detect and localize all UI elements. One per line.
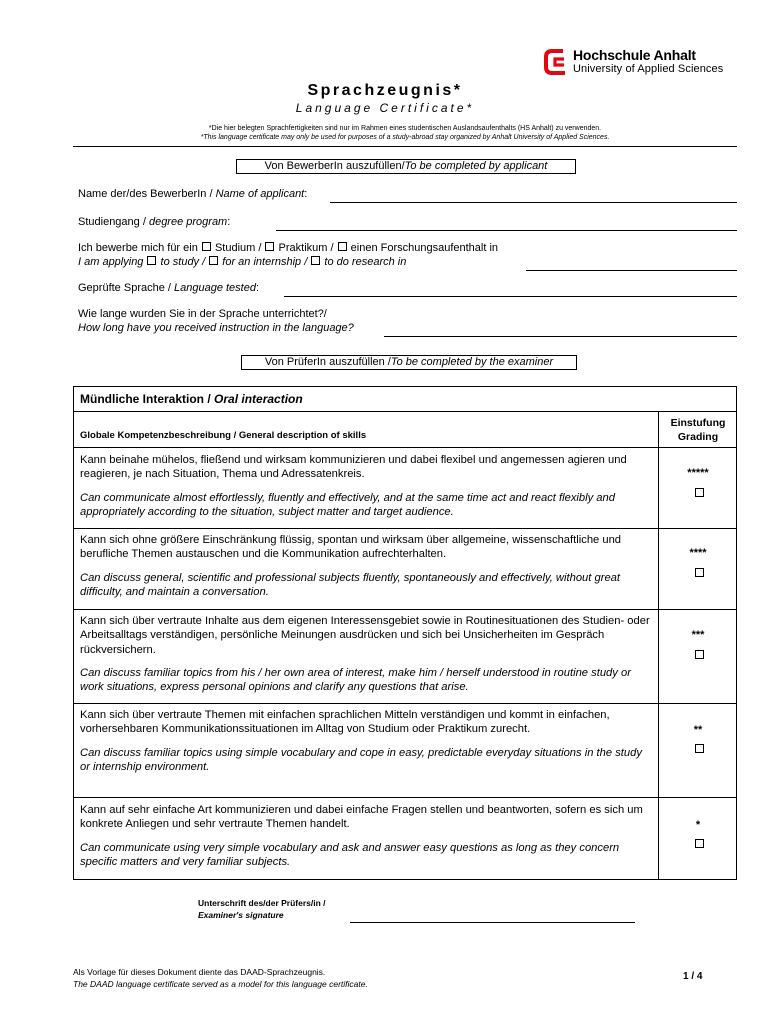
- table-title-en: Oral interaction: [214, 392, 303, 406]
- table-row: [80, 453, 654, 519]
- applicant-name-label-en: Name of applicant: [215, 188, 305, 200]
- instruction-duration-field[interactable]: [384, 336, 737, 337]
- column-header-grading-de: Einstufung: [670, 417, 726, 429]
- table-row: [80, 708, 654, 774]
- applicant-section-label-de: Von BewerberIn auszufüllen/: [264, 160, 405, 172]
- internship-checkbox-en[interactable]: [209, 256, 218, 265]
- skill-description-de: Kann beinahe mühelos, fließend und wirksam kommunizieren und dabei flexibel und angemessen agieren und reagieren, je nach Situation, Thema und Adressatenkreis.: [80, 454, 627, 481]
- degree-program-colon: :: [227, 216, 231, 228]
- language-tested-field[interactable]: [284, 296, 737, 297]
- apply-de-research: einen Forschungsaufenthalt in: [347, 242, 499, 254]
- grade-stars: **: [693, 724, 703, 736]
- internship-checkbox[interactable]: [265, 242, 274, 251]
- table-divider: [74, 528, 736, 529]
- apply-en-study: to study /: [157, 256, 209, 268]
- applicant-name-colon: :: [304, 188, 308, 200]
- degree-program-label: [78, 215, 230, 229]
- skill-description-de: Kann auf sehr einfache Art kommunizieren und dabei einfache Fragen stellen und beantworten, sofern es sich um konkrete Anliegen und sehr vertraute Themen handelt.: [80, 804, 643, 831]
- skill-description-de: Kann sich über vertraute Themen mit einfachen sprachlichen Mitteln verständigen und kommt in einfachen, vorhersehbaren Kommunikationssituationen im Alltag von Studium oder Praktikum zurecht.: [80, 709, 610, 736]
- table-title-de: Mündliche Interaktion /: [80, 392, 215, 406]
- header-divider: [73, 146, 737, 147]
- logo-subtitle: University of Applied Sciences: [573, 63, 724, 75]
- grade-checkbox-4[interactable]: [695, 568, 704, 577]
- table-divider: [74, 609, 736, 610]
- apply-en-research: to do research in: [321, 256, 407, 268]
- examiner-section-label: [241, 355, 577, 370]
- language-tested-label: [78, 281, 259, 295]
- hochschule-anhalt-logo-icon: [543, 47, 569, 77]
- table-row: [80, 614, 654, 694]
- column-header-description: Globale Kompetenzbeschreibung / General description of skills: [80, 430, 367, 441]
- table-divider: [74, 411, 736, 412]
- grade-checkbox-3[interactable]: [695, 650, 704, 659]
- language-tested-label-de: Geprüfte Sprache /: [78, 282, 174, 294]
- applicant-name-label: [78, 187, 307, 201]
- language-tested-colon: :: [255, 282, 260, 294]
- applicant-section-label: [236, 159, 576, 174]
- skill-description-en: Can discuss general, scientific and professional subjects fluently, spontaneously and effectively, without great difficulty, and maintain a conversation.: [80, 571, 620, 598]
- page-subtitle: Language Certificate*: [295, 101, 475, 115]
- skill-description-en: Can discuss familiar topics using simple vocabulary and cope in easy, predictable everyday situations in the study or internship environment.: [80, 746, 642, 773]
- grade-stars: *****: [687, 467, 709, 479]
- table-row: [80, 533, 654, 599]
- skill-description-en: Can communicate using very simple vocabulary and ask and answer easy questions as long as they concern specific matters and very familiar subjects.: [80, 841, 620, 868]
- oral-interaction-table: [73, 386, 737, 880]
- examiner-section-label-de: Von PrüferIn auszufüllen /: [264, 356, 391, 368]
- apply-de-study: Studium /: [211, 242, 265, 254]
- table-divider: [74, 797, 736, 798]
- signature-label-en: Examiner's signature: [198, 910, 284, 920]
- skill-description-de: Kann sich über vertraute Inhalte aus dem eigenen Interessensgebiet sowie in Routinesituationen des Studien- oder Arbeitsalltags verständigen, persönliche Meinungen ausdrücken und sich bei Unsicherheiten im Gespräch rückversichern.: [80, 615, 650, 656]
- apply-de-intern: Praktikum /: [275, 242, 337, 254]
- column-header-grading-en: Grading: [677, 431, 719, 443]
- table-divider: [74, 703, 736, 704]
- applicant-section-label-en: To be completed by applicant: [404, 160, 548, 172]
- university-logo: [543, 47, 733, 79]
- grade-checkbox-1[interactable]: [695, 839, 704, 848]
- table-column-divider: [658, 412, 659, 879]
- grade-stars: ***: [691, 629, 705, 641]
- table-title: [80, 392, 303, 406]
- degree-program-field[interactable]: [276, 230, 737, 231]
- skill-description-en: Can discuss familiar topics from his / her own area of interest, make him / herself understood in routine study or work situations, express personal opinions and clarify any questions that arise.: [80, 666, 631, 694]
- usage-note-de: *Die hier belegten Sprachfertigkeiten sind nur im Rahmen eines studentischen Auslandsaufenthalts (HS Anhalt) zu verwenden.: [208, 125, 602, 132]
- applicant-name-field[interactable]: [330, 202, 737, 203]
- skill-description-en: Can communicate almost effortlessly, fluently and effectively, and at the same time act and react flexibly and appropriately according to the situation, subject matter and target audience.: [80, 491, 615, 518]
- table-divider: [74, 447, 736, 448]
- grade-checkbox-5[interactable]: [695, 488, 704, 497]
- page-title: Sprachzeugnis*: [307, 82, 463, 99]
- grade-stars: ****: [689, 547, 707, 559]
- research-checkbox-en[interactable]: [311, 256, 320, 265]
- apply-en-start: I am applying: [78, 256, 147, 268]
- apply-de-start: Ich bewerbe mich für ein: [78, 242, 201, 254]
- signature-field[interactable]: [350, 922, 635, 923]
- signature-label-de: Unterschrift des/der Prüfers/in /: [198, 898, 326, 908]
- apply-line-de: [78, 241, 498, 255]
- usage-note-en: *This language certificate may only be used for purposes of a study-abroad stay organized by Anhalt University of Applied Sciences.: [200, 134, 610, 141]
- instruction-duration-label-de: Wie lange wurden Sie in der Sprache unterrichtet?/: [78, 308, 327, 320]
- logo-name: Hochschule Anhalt: [573, 47, 696, 63]
- column-header-grading: [658, 416, 738, 444]
- research-location-field[interactable]: [526, 270, 737, 271]
- skill-description-de: Kann sich ohne größere Einschränkung flüssig, spontan und wirksam über allgemeine, wissenschaftliche und berufliche Themen austauschen und die Kommunikation aufrechterhalten.: [80, 534, 622, 561]
- footer-note-de: Als Vorlage für dieses Dokument diente das DAAD-Sprachzeugnis.: [73, 967, 326, 977]
- grade-stars: *: [695, 819, 701, 831]
- study-checkbox[interactable]: [202, 242, 211, 251]
- grade-checkbox-2[interactable]: [695, 744, 704, 753]
- table-row: [80, 803, 654, 869]
- language-tested-label-en: Language tested: [174, 282, 256, 294]
- degree-program-label-de: Studiengang /: [78, 216, 149, 228]
- page-number: 1 / 4: [683, 971, 703, 982]
- apply-line-en: [78, 255, 406, 269]
- degree-program-label-en: degree program: [148, 216, 228, 228]
- footer-note-en: The DAAD language certificate served as a model for this language certificate.: [73, 979, 368, 989]
- instruction-duration-label-en: How long have you received instruction in the language?: [78, 322, 354, 334]
- examiner-section-label-en: To be completed by the examiner: [390, 356, 554, 368]
- study-checkbox-en[interactable]: [147, 256, 156, 265]
- applicant-name-label-de: Name der/des BewerberIn /: [78, 188, 216, 200]
- apply-en-intern: for an internship /: [219, 256, 311, 268]
- research-checkbox[interactable]: [338, 242, 347, 251]
